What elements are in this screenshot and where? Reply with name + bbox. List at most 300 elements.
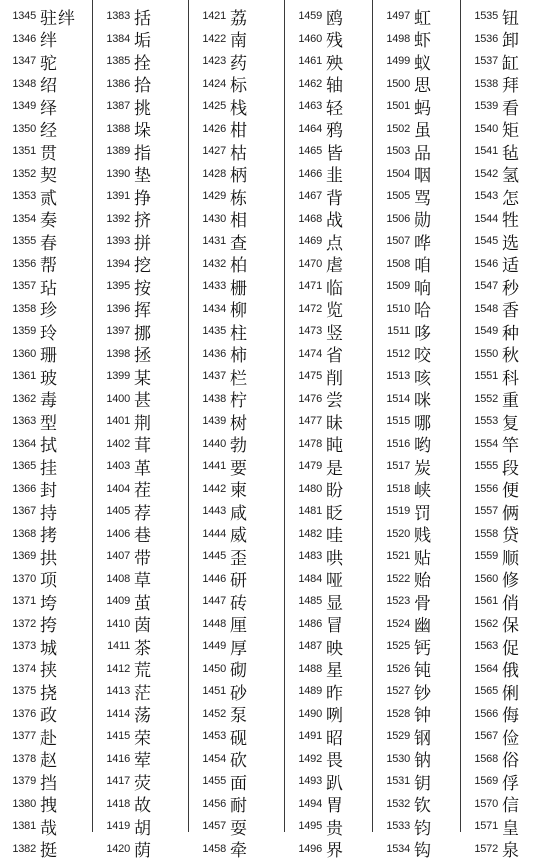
entry-characters: 钞 <box>414 680 432 703</box>
list-item <box>461 28 548 51</box>
entry-characters: 界 <box>326 838 344 860</box>
entry-number: 1434 <box>189 303 226 315</box>
list-item <box>0 613 92 636</box>
entry-number: 1354 <box>0 213 36 225</box>
list-item <box>189 815 284 838</box>
entry-number: 1458 <box>189 843 226 855</box>
entry-characters: 厘 <box>230 613 248 636</box>
entry-characters: 皇 <box>502 815 520 838</box>
entry-characters: 韭 <box>326 163 344 186</box>
entry-characters: 贴 <box>414 545 432 568</box>
entry-characters: 垫 <box>134 163 152 186</box>
list-item <box>373 635 460 658</box>
entry-number: 1545 <box>461 235 498 247</box>
entry-number: 1480 <box>285 483 322 495</box>
entry-number: 1443 <box>189 505 226 517</box>
entry-number: 1538 <box>461 78 498 90</box>
entry-characters: 便 <box>502 478 520 501</box>
entry-number: 1453 <box>189 730 226 742</box>
entry-number: 1547 <box>461 280 498 292</box>
entry-characters: 荣 <box>134 725 152 748</box>
entry-number: 1448 <box>189 618 226 630</box>
entry-characters: 挥 <box>134 298 152 321</box>
list-item <box>285 73 372 96</box>
list-item <box>0 185 92 208</box>
entry-characters: 毒 <box>40 388 58 411</box>
entry-number: 1455 <box>189 775 226 787</box>
list-item <box>461 703 548 726</box>
list-item <box>93 613 188 636</box>
entry-characters: 哆 <box>414 320 432 343</box>
entry-number: 1468 <box>285 213 322 225</box>
entry-number: 1562 <box>461 618 498 630</box>
entry-characters: 钟 <box>414 703 432 726</box>
entry-number: 1387 <box>93 100 130 112</box>
entry-characters: 哇 <box>326 523 344 546</box>
entry-number: 1496 <box>285 843 322 855</box>
list-item <box>93 208 188 231</box>
list-item <box>461 433 548 456</box>
entry-characters: 厚 <box>230 635 248 658</box>
list-item <box>461 365 548 388</box>
entry-number: 1439 <box>189 415 226 427</box>
entry-number: 1451 <box>189 685 226 697</box>
list-item <box>93 478 188 501</box>
entry-characters: 点 <box>326 230 344 253</box>
list-item <box>189 748 284 771</box>
entry-characters: 钝 <box>414 658 432 681</box>
entry-number: 1501 <box>373 100 410 112</box>
entry-characters: 荔 <box>230 5 248 28</box>
list-item <box>285 28 372 51</box>
entry-characters: 俐 <box>502 680 520 703</box>
list-item <box>285 140 372 163</box>
list-item <box>189 140 284 163</box>
entry-number: 1368 <box>0 528 36 540</box>
entry-characters: 春 <box>40 230 58 253</box>
list-item <box>373 568 460 591</box>
entry-characters: 秒 <box>502 275 520 298</box>
list-item <box>93 230 188 253</box>
list-item <box>285 725 372 748</box>
entry-characters: 柠 <box>230 388 248 411</box>
entry-characters: 复 <box>502 410 520 433</box>
entry-number: 1447 <box>189 595 226 607</box>
entry-number: 1524 <box>373 618 410 630</box>
entry-number: 1511 <box>373 325 410 337</box>
list-item <box>373 545 460 568</box>
list-item <box>189 28 284 51</box>
entry-number: 1570 <box>461 798 498 810</box>
entry-characters: 修 <box>502 568 520 591</box>
entry-characters: 牲 <box>502 208 520 231</box>
entry-number: 1536 <box>461 33 498 45</box>
entry-number: 1436 <box>189 348 226 360</box>
list-item <box>189 725 284 748</box>
entry-characters: 奏 <box>40 208 58 231</box>
entry-number: 1537 <box>461 55 498 67</box>
entry-characters: 挤 <box>134 208 152 231</box>
entry-number: 1561 <box>461 595 498 607</box>
list-item <box>189 73 284 96</box>
entry-characters: 盹 <box>326 433 344 456</box>
entry-number: 1457 <box>189 820 226 832</box>
entry-number: 1371 <box>0 595 36 607</box>
list-item <box>373 140 460 163</box>
list-item <box>93 815 188 838</box>
entry-characters: 虹 <box>414 5 432 28</box>
list-item <box>93 275 188 298</box>
entry-number: 1482 <box>285 528 322 540</box>
entry-number: 1372 <box>0 618 36 630</box>
list-item <box>189 680 284 703</box>
list-item <box>373 5 460 28</box>
entry-number: 1474 <box>285 348 322 360</box>
entry-characters: 茧 <box>134 590 152 613</box>
entry-characters: 柿 <box>230 343 248 366</box>
entry-number: 1415 <box>93 730 130 742</box>
entry-number: 1433 <box>189 280 226 292</box>
entry-number: 1497 <box>373 10 410 22</box>
entry-number: 1491 <box>285 730 322 742</box>
entry-number: 1397 <box>93 325 130 337</box>
list-item <box>373 815 460 838</box>
entry-number: 1416 <box>93 753 130 765</box>
entry-number: 1567 <box>461 730 498 742</box>
entry-characters: 哗 <box>414 230 432 253</box>
entry-characters: 顺 <box>502 545 520 568</box>
list-item <box>373 118 460 141</box>
entry-number: 1548 <box>461 303 498 315</box>
entry-characters: 怎 <box>502 185 520 208</box>
entry-characters: 赴 <box>40 725 58 748</box>
entry-characters: 挡 <box>40 770 58 793</box>
entry-characters: 眨 <box>326 500 344 523</box>
list-item <box>93 433 188 456</box>
entry-characters: 临 <box>326 275 344 298</box>
entry-number: 1379 <box>0 775 36 787</box>
entry-characters: 贱 <box>414 523 432 546</box>
entry-characters: 茬 <box>134 478 152 501</box>
entry-characters: 殃 <box>326 50 344 73</box>
entry-characters: 挣 <box>134 185 152 208</box>
list-item <box>93 320 188 343</box>
entry-number: 1519 <box>373 505 410 517</box>
entry-number: 1363 <box>0 415 36 427</box>
list-item <box>93 410 188 433</box>
entry-characters: 勃 <box>230 433 248 456</box>
list-item <box>93 343 188 366</box>
entry-number: 1369 <box>0 550 36 562</box>
list-item <box>0 725 92 748</box>
entry-characters: 哪 <box>414 410 432 433</box>
entry-number: 1412 <box>93 663 130 675</box>
list-item <box>285 815 372 838</box>
list-item <box>373 208 460 231</box>
entry-characters: 威 <box>230 523 248 546</box>
list-item <box>0 320 92 343</box>
list-item <box>285 185 372 208</box>
list-item <box>373 523 460 546</box>
entry-characters: 虽 <box>414 118 432 141</box>
entry-number: 1417 <box>93 775 130 787</box>
list-item <box>461 5 548 28</box>
entry-characters: 荒 <box>134 658 152 681</box>
entry-number: 1509 <box>373 280 410 292</box>
entry-characters: 赵 <box>40 748 58 771</box>
entry-number: 1552 <box>461 393 498 405</box>
entry-number: 1426 <box>189 123 226 135</box>
entry-characters: 驻绊 <box>40 5 76 28</box>
entry-number: 1406 <box>93 528 130 540</box>
list-item <box>285 635 372 658</box>
list-item <box>373 185 460 208</box>
entry-number: 1449 <box>189 640 226 652</box>
entry-characters: 看 <box>502 95 520 118</box>
entry-characters: 牵 <box>230 838 248 860</box>
list-item <box>93 793 188 816</box>
entry-number: 1563 <box>461 640 498 652</box>
table-column <box>0 0 92 832</box>
entry-number: 1425 <box>189 100 226 112</box>
entry-number: 1428 <box>189 168 226 180</box>
list-item <box>189 5 284 28</box>
entry-number: 1429 <box>189 190 226 202</box>
entry-number: 1478 <box>285 438 322 450</box>
entry-number: 1364 <box>0 438 36 450</box>
list-item <box>285 658 372 681</box>
entry-number: 1571 <box>461 820 498 832</box>
entry-characters: 驼 <box>40 50 58 73</box>
list-item <box>373 478 460 501</box>
entry-characters: 咳 <box>414 365 432 388</box>
entry-number: 1432 <box>189 258 226 270</box>
entry-characters: 俄 <box>502 658 520 681</box>
entry-number: 1430 <box>189 213 226 225</box>
entry-number: 1442 <box>189 483 226 495</box>
entry-characters: 钩 <box>414 838 432 860</box>
entry-number: 1508 <box>373 258 410 270</box>
entry-number: 1452 <box>189 708 226 720</box>
list-item <box>285 455 372 478</box>
list-item <box>0 95 92 118</box>
entry-characters: 枯 <box>230 140 248 163</box>
list-item <box>461 500 548 523</box>
entry-number: 1541 <box>461 145 498 157</box>
entry-number: 1424 <box>189 78 226 90</box>
list-item <box>0 545 92 568</box>
list-item <box>373 725 460 748</box>
entry-number: 1377 <box>0 730 36 742</box>
entry-number: 1361 <box>0 370 36 382</box>
list-item <box>189 298 284 321</box>
list-item <box>93 5 188 28</box>
entry-characters: 砍 <box>230 748 248 771</box>
list-item <box>93 680 188 703</box>
list-item <box>0 410 92 433</box>
list-item <box>189 118 284 141</box>
list-item <box>285 748 372 771</box>
list-item <box>373 793 460 816</box>
entry-number: 1411 <box>93 640 130 652</box>
entry-number: 1557 <box>461 505 498 517</box>
entry-characters: 挪 <box>134 320 152 343</box>
entry-characters: 柬 <box>230 478 248 501</box>
entry-number: 1450 <box>189 663 226 675</box>
entry-characters: 种 <box>502 320 520 343</box>
entry-characters: 哄 <box>326 545 344 568</box>
entry-number: 1565 <box>461 685 498 697</box>
entry-number: 1381 <box>0 820 36 832</box>
list-item <box>93 455 188 478</box>
entry-characters: 砂 <box>230 680 248 703</box>
entry-characters: 荆 <box>134 410 152 433</box>
entry-number: 1549 <box>461 325 498 337</box>
entry-number: 1350 <box>0 123 36 135</box>
entry-number: 1503 <box>373 145 410 157</box>
entry-characters: 砌 <box>230 658 248 681</box>
list-item <box>373 343 460 366</box>
list-item <box>0 635 92 658</box>
list-item <box>285 163 372 186</box>
entry-characters: 面 <box>230 770 248 793</box>
entry-number: 1514 <box>373 393 410 405</box>
entry-number: 1386 <box>93 78 130 90</box>
list-item <box>0 500 92 523</box>
entry-number: 1512 <box>373 348 410 360</box>
entry-number: 1560 <box>461 573 498 585</box>
list-item <box>0 590 92 613</box>
entry-characters: 虾 <box>414 28 432 51</box>
entry-characters: 钠 <box>414 748 432 771</box>
entry-characters: 轴 <box>326 73 344 96</box>
entry-characters: 带 <box>134 545 152 568</box>
entry-number: 1544 <box>461 213 498 225</box>
list-item <box>189 658 284 681</box>
list-item <box>373 253 460 276</box>
list-item <box>0 28 92 51</box>
entry-number: 1521 <box>373 550 410 562</box>
entry-characters: 皆 <box>326 140 344 163</box>
entry-number: 1525 <box>373 640 410 652</box>
list-item <box>461 658 548 681</box>
list-item <box>93 703 188 726</box>
entry-characters: 贯 <box>40 140 58 163</box>
entry-characters: 骂 <box>414 185 432 208</box>
entry-number: 1481 <box>285 505 322 517</box>
entry-characters: 耐 <box>230 793 248 816</box>
list-item <box>0 5 92 28</box>
list-item <box>285 433 372 456</box>
list-item <box>461 545 548 568</box>
entry-number: 1444 <box>189 528 226 540</box>
entry-number: 1408 <box>93 573 130 585</box>
entry-characters: 砖 <box>230 590 248 613</box>
entry-characters: 柏 <box>230 253 248 276</box>
entry-number: 1515 <box>373 415 410 427</box>
entry-number: 1347 <box>0 55 36 67</box>
entry-characters: 绎 <box>40 95 58 118</box>
list-item <box>0 343 92 366</box>
entry-number: 1405 <box>93 505 130 517</box>
entry-number: 1402 <box>93 438 130 450</box>
entry-number: 1529 <box>373 730 410 742</box>
list-item <box>373 163 460 186</box>
entry-number: 1409 <box>93 595 130 607</box>
list-item <box>461 298 548 321</box>
entry-characters: 要 <box>230 455 248 478</box>
entry-characters: 茵 <box>134 613 152 636</box>
entry-characters: 政 <box>40 703 58 726</box>
entry-number: 1380 <box>0 798 36 810</box>
list-item <box>93 185 188 208</box>
entry-number: 1345 <box>0 10 36 22</box>
entry-number: 1542 <box>461 168 498 180</box>
entry-number: 1489 <box>285 685 322 697</box>
entry-number: 1441 <box>189 460 226 472</box>
entry-characters: 适 <box>502 253 520 276</box>
entry-characters: 勋 <box>414 208 432 231</box>
entry-characters: 哑 <box>326 568 344 591</box>
entry-characters: 矩 <box>502 118 520 141</box>
entry-characters: 城 <box>40 635 58 658</box>
entry-characters: 信 <box>502 793 520 816</box>
list-item <box>189 545 284 568</box>
entry-characters: 茫 <box>134 680 152 703</box>
entry-characters: 研 <box>230 568 248 591</box>
list-item <box>93 50 188 73</box>
entry-characters: 俘 <box>502 770 520 793</box>
entry-number: 1506 <box>373 213 410 225</box>
entry-characters: 拷 <box>40 523 58 546</box>
list-item <box>189 163 284 186</box>
entry-characters: 香 <box>502 298 520 321</box>
list-item <box>461 230 548 253</box>
entry-number: 1533 <box>373 820 410 832</box>
list-item <box>93 545 188 568</box>
entry-characters: 咪 <box>414 388 432 411</box>
entry-characters: 昭 <box>326 725 344 748</box>
list-item <box>373 410 460 433</box>
list-item <box>93 568 188 591</box>
list-item <box>461 748 548 771</box>
entry-characters: 柱 <box>230 320 248 343</box>
entry-number: 1564 <box>461 663 498 675</box>
list-item <box>285 568 372 591</box>
entry-characters: 钦 <box>414 793 432 816</box>
entry-characters: 相 <box>230 208 248 231</box>
entry-number: 1550 <box>461 348 498 360</box>
list-item <box>285 545 372 568</box>
entry-characters: 挠 <box>40 680 58 703</box>
entry-number: 1404 <box>93 483 130 495</box>
entry-number: 1376 <box>0 708 36 720</box>
entry-number: 1423 <box>189 55 226 67</box>
entry-characters: 咧 <box>326 703 344 726</box>
list-item <box>285 230 372 253</box>
list-item <box>189 410 284 433</box>
entry-number: 1555 <box>461 460 498 472</box>
entry-characters: 钮 <box>502 5 520 28</box>
list-item <box>461 725 548 748</box>
entry-characters: 绊 <box>40 28 58 51</box>
list-item <box>285 298 372 321</box>
list-item <box>93 163 188 186</box>
entry-number: 1513 <box>373 370 410 382</box>
entry-number: 1367 <box>0 505 36 517</box>
entry-number: 1403 <box>93 460 130 472</box>
list-item <box>373 500 460 523</box>
